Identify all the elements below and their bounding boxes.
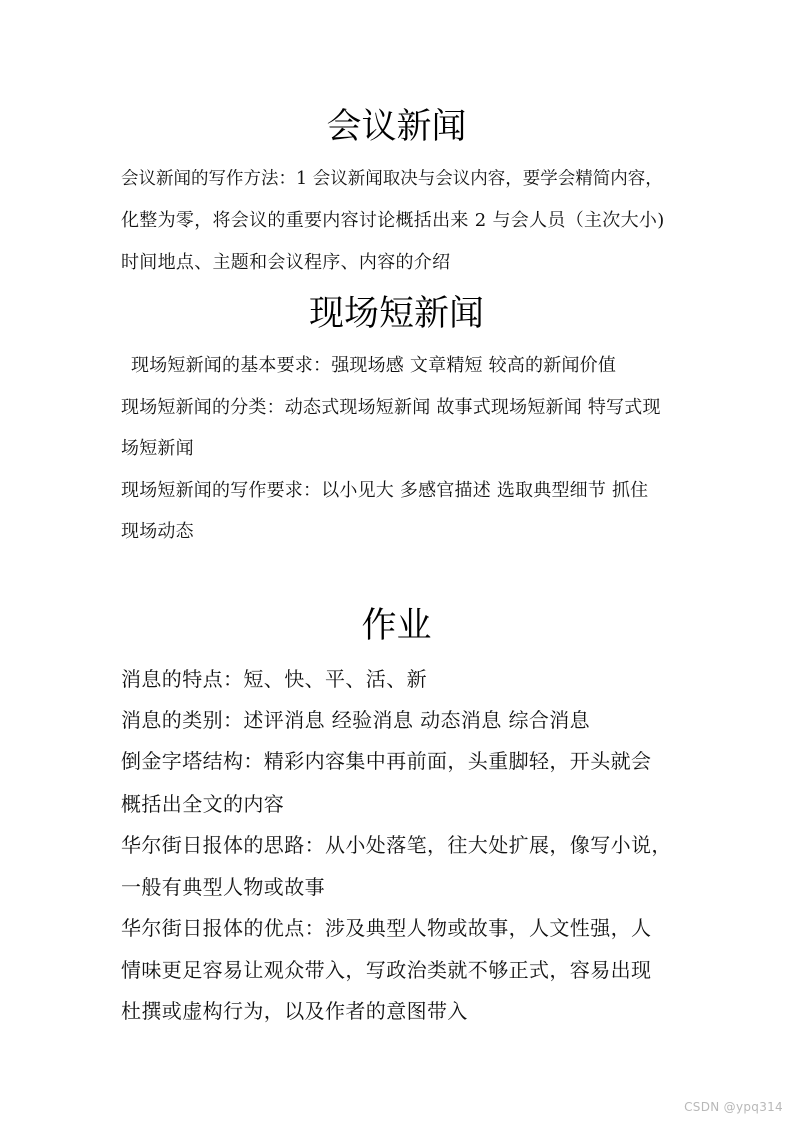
paragraph-line: 概括出全文的内容 xyxy=(121,792,285,816)
paragraph-line: 华尔街日报体的优点：涉及典型人物或故事，人文性强，人 xyxy=(121,916,652,940)
paragraph-line: 倒金字塔结构：精彩内容集中再前面，头重脚轻，开头就会 xyxy=(121,749,652,773)
paragraph-line: 场短新闻 xyxy=(121,438,194,459)
paragraph-line: 会议新闻的写作方法：1 会议新闻取决与会议内容，要学会精简内容， xyxy=(121,169,663,189)
paragraph-line: 华尔街日报体的思路：从小处落笔，往大处扩展，像写小说， xyxy=(121,833,672,857)
paragraph-line: 现场短新闻的写作要求：以小见大 多感官描述 选取典型细节 抓住 xyxy=(121,480,649,501)
paragraph-line: 消息的特点：短、快、平、活、新 xyxy=(121,667,427,691)
paragraph-line: 时间地点、主题和会议程序、内容的介绍 xyxy=(121,252,451,273)
watermark: CSDN @ypq314 xyxy=(684,1100,783,1114)
paragraph-line: 现场动态 xyxy=(121,521,194,542)
paragraph-line: 一般有典型人物或故事 xyxy=(121,875,325,899)
paragraph-line: 情味更足容易让观众带入，写政治类就不够正式，容易出现 xyxy=(121,958,652,982)
paragraph-line: 杜撰或虚构行为，以及作者的意图带入 xyxy=(121,999,468,1023)
paragraph-line: 消息的类别：述评消息 经验消息 动态消息 综合消息 xyxy=(121,708,591,732)
paragraph-line: 化整为零，将会议的重要内容讨论概括出来 2 与会人员（主次大小) xyxy=(121,210,665,231)
section-heading-homework: 作业 xyxy=(361,606,432,646)
paragraph-line: 现场短新闻的分类：动态式现场短新闻 故事式现场短新闻 特写式现 xyxy=(121,397,661,418)
section-heading-onsite-short-news: 现场短新闻 xyxy=(308,294,484,334)
section-heading-meeting-news: 会议新闻 xyxy=(326,107,467,147)
paragraph-line: 现场短新闻的基本要求：强现场感 文章精短 较高的新闻价值 xyxy=(131,355,617,376)
